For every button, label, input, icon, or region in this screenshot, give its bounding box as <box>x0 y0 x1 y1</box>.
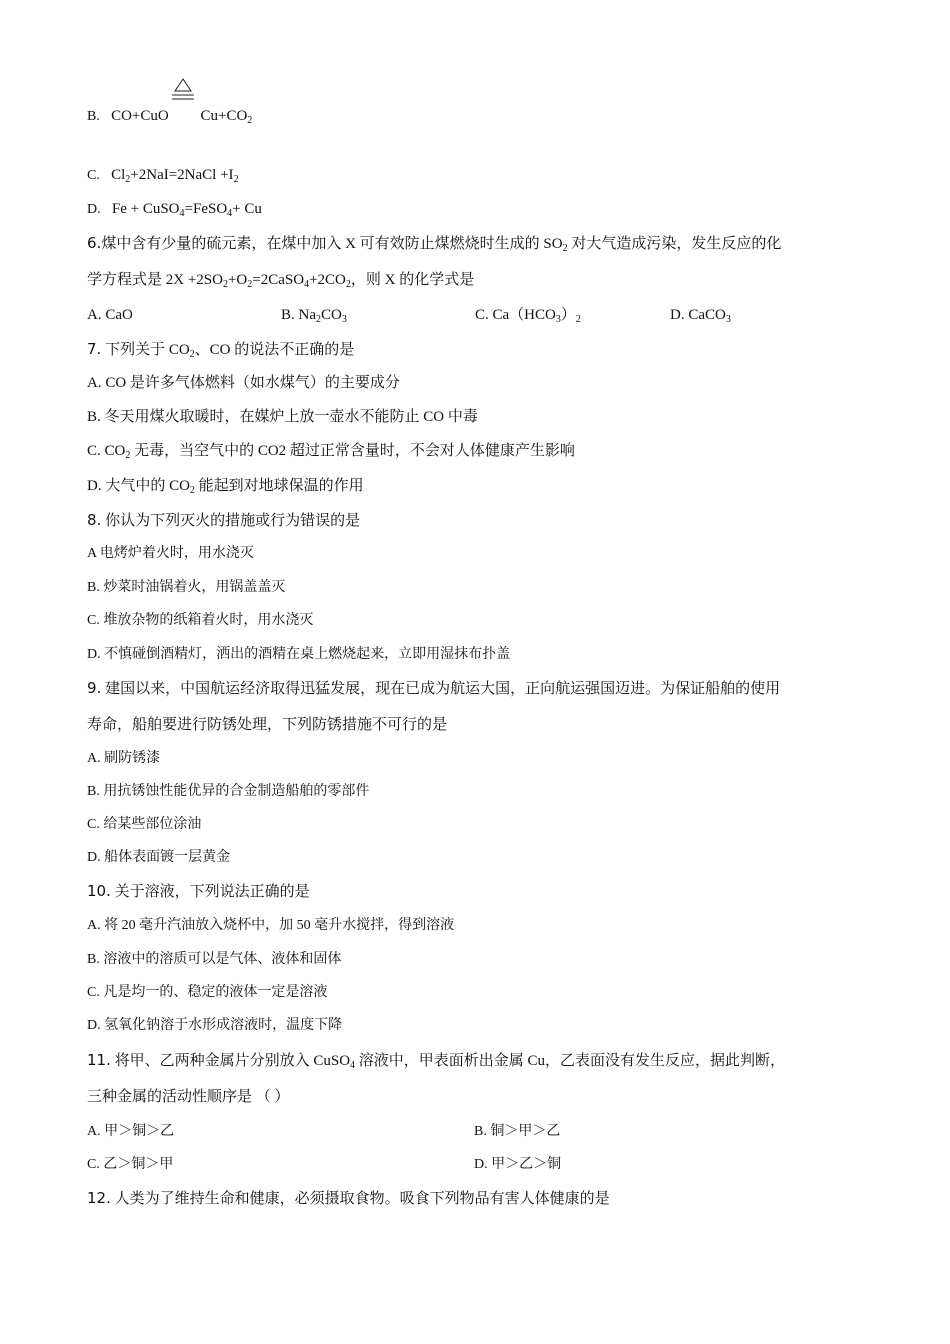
q9-option-b: B. 用抗锈蚀性能优异的合金制造船舶的零部件 <box>87 784 370 799</box>
question-number: 11. <box>87 1051 111 1069</box>
q6-option-c: C. $Ca(HCO_3)_2$ <box>475 307 581 325</box>
q11-option-c: C. 乙＞铜＞甲 <box>87 1157 174 1172</box>
q6-option-a: A. CaO <box>87 307 133 323</box>
q11-option-b: B. 铜＞甲＞乙 <box>474 1124 561 1139</box>
q11-option-a: A. 甲＞铜＞乙 <box>87 1124 175 1139</box>
q9-stem-line1: 9. 建国以来，中国航运经济取得迅猛发展，现在已成为航运大国，正向航运强国迈进。为保证船舶的使用 <box>87 679 781 697</box>
q7-option-b: B. 冬天用煤火取暖时，在媒炉上放一壶水不能防止 CO 中毒 <box>87 409 478 425</box>
q10-option-a: A. 将 20 毫升汽油放入烧杯中，加 50 毫升水搅拌，得到溶液 <box>87 918 455 933</box>
q10-stem: 10. 关于溶液，下列说法正确的是 <box>87 882 310 900</box>
q8-option-d: D. 不慎碰倒酒精灯，洒出的酒精在桌上燃烧起来，立即用湿抹布扑盖 <box>87 647 511 662</box>
q8-option-a: A 电烤炉着火时，用水浇灭 <box>87 546 254 561</box>
q9-option-d: D. 船体表面镀一层黄金 <box>87 850 231 865</box>
q7-option-d: D. 大气中的 $CO_2$ 能起到对地球保温的作用 <box>87 478 364 496</box>
q10-option-d: D. 氢氧化钠溶于水形成溶液时，温度下降 <box>87 1018 343 1033</box>
q9-option-c: C. 给某些部位涂油 <box>87 817 202 832</box>
q6-option-b: B. $Na_2CO_3$ <box>281 307 347 325</box>
q6-options <box>87 305 731 325</box>
q8-option-b: B. 炒菜时油锅着火，用锅盖盖灭 <box>87 580 286 595</box>
q11-stem-line1: 11. 将甲、乙两种金属片分别放入 CuSO$_4$ 溶液中，甲表面析出金属 Cu，乙表面没有发生反应，据此判断， <box>87 1051 786 1071</box>
question-number: 10. <box>87 882 111 900</box>
q11-options-row2 <box>87 1155 561 1175</box>
q5-option-b-reactants: CO+CuO <box>111 108 169 124</box>
q6-option-d: D. CaCO$_3$ <box>670 307 731 325</box>
question-number: 6. <box>87 234 102 252</box>
q11-stem-line2: 三种金属的活动性顺序是 （ ） <box>87 1089 290 1105</box>
q5-option-d: D. Fe + CuSO$_4$=FeSO$_4$+ Cu <box>87 201 262 219</box>
q11-option-d: D. 甲＞乙＞铜 <box>474 1157 562 1172</box>
q5-option-c: C. $Cl_2+2NaI=2NaCl +I_2$ <box>87 167 239 185</box>
q10-option-b: B. 溶液中的溶质可以是气体、液体和固体 <box>87 952 342 967</box>
q10-option-c: C. 凡是均一的、稳定的液体一定是溶液 <box>87 985 328 1000</box>
q6-stem-line2: 学方程式是 $2X +2SO_2+O_2=2CaSO_4+2CO_2$，则 X 的化学式是 <box>87 272 475 290</box>
q9-option-a: A. 刷防锈漆 <box>87 751 161 766</box>
q5-option-b: B. CO+CuO $Cu+CO_2$ <box>87 106 252 127</box>
q9-stem-line2: 寿命，船舶要进行防锈处理，下列防锈措施不可行的是 <box>87 717 448 733</box>
q7-option-a: A. CO 是许多气体燃料（如水煤气）的主要成分 <box>87 375 400 391</box>
q5-option-b-products: $Cu+CO_2$ <box>200 108 253 126</box>
q8-stem: 8. 你认为下列灭火的措施或行为错误的是 <box>87 511 361 529</box>
heat-triangle-icon <box>173 106 197 126</box>
q7-stem: 7. 下列关于 $CO_2$、CO 的说法不正确的是 <box>87 340 355 360</box>
question-number: 12. <box>87 1189 111 1207</box>
question-number: 7. <box>87 340 102 358</box>
q11-options-row1 <box>87 1122 560 1142</box>
q8-option-c: C. 堆放杂物的纸箱着火时，用水浇灭 <box>87 613 314 628</box>
q12-stem: 12. 人类为了维持生命和健康，必须摄取食物。吸食下列物品有害人体健康的是 <box>87 1189 610 1207</box>
q6-stem-line1: 6.煤中含有少量的硫元素，在煤中加入 X 可有效防止煤燃烧时生成的 $SO_2$ 对大气造成污染，发生反应的化 <box>87 234 782 254</box>
question-number: 8. <box>87 511 102 529</box>
question-number: 9. <box>87 679 102 697</box>
q7-option-c: C. $CO_2$ 无毒，当空气中的 CO2 超过正常含量时，不会对人体健康产生影响 <box>87 443 575 461</box>
